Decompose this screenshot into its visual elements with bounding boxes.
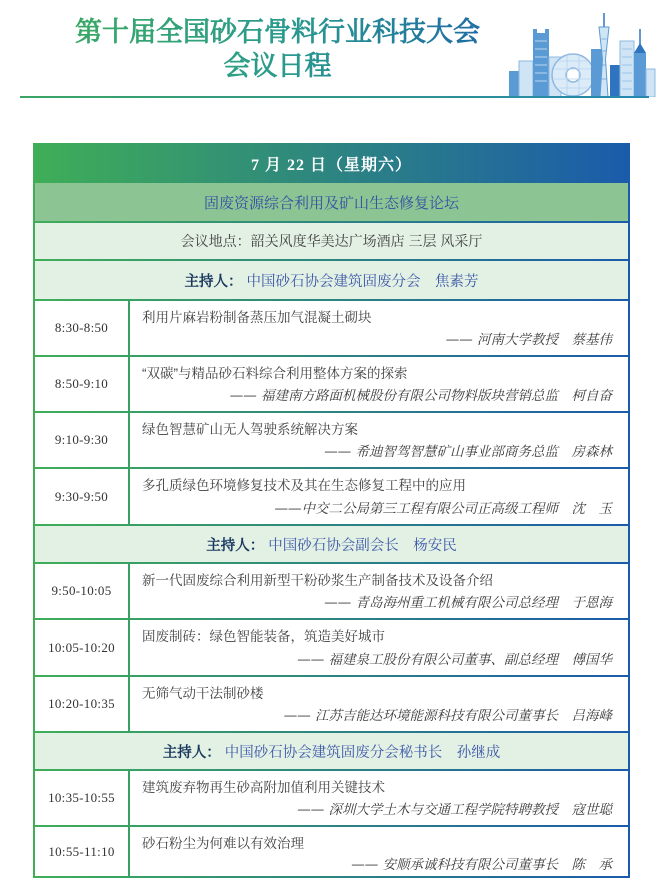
host-name: 中国砂石协会副会长 杨安民 <box>268 537 457 554</box>
session-title: 砂石粉尘为何难以有效治理 <box>142 836 304 851</box>
session-time: 10:20-10:35 <box>35 677 128 731</box>
session-time: 8:30-8:50 <box>35 301 128 355</box>
session-speaker: —— 安顺承诚科技有限公司董事长 陈 承 <box>351 857 612 874</box>
session-title: 多孔质绿色环境修复技术及其在生态修复工程中的应用 <box>142 478 466 493</box>
location-row: 会议地点：韶关风度华美达广场酒店 三层 风采厅 <box>35 223 628 259</box>
session-title: 利用片麻岩粉制备蒸压加气混凝土砌块 <box>142 310 372 325</box>
session-speaker: —— 江苏吉能达环境能源科技有限公司董事长 吕海峰 <box>283 708 612 724</box>
session-row <box>130 827 628 876</box>
session-time: 9:50-10:05 <box>35 564 128 618</box>
session-title: 新一代固废综合利用新型干粉砂浆生产制备技术及设备介绍 <box>142 573 493 588</box>
session-time: 8:50-9:10 <box>35 357 128 411</box>
page-title-line2: 会议日程 <box>223 50 332 81</box>
session-speaker: —— 希迪智驾智慧矿山事业部商务总监 房森林 <box>324 444 612 460</box>
session-speaker: —— 福建南方路面机械股份有限公司物料版块营销总监 柯自奋 <box>229 388 612 404</box>
session-time: 9:30-9:50 <box>35 469 128 524</box>
forum-title: 固废资源综合利用及矿山生态修复论坛 <box>35 183 628 221</box>
session-row <box>130 357 628 411</box>
session-row <box>130 677 628 731</box>
date-header: 7 月 22 日（星期六） <box>250 156 412 174</box>
session-time: 10:35-10:55 <box>35 771 128 825</box>
host-name: 中国砂石协会建筑固废分会 焦素芳 <box>246 273 479 290</box>
session-row <box>130 469 628 524</box>
page-title-line1: 第十届全国砂石骨料行业科技大会 <box>75 17 480 47</box>
session-row <box>130 301 628 355</box>
session-title: 无筛气动干法制砂楼 <box>142 686 264 701</box>
session-title: “双碳”与精品砂石料综合利用整体方案的探索 <box>142 366 408 381</box>
host-label: 主持人： <box>162 744 221 761</box>
session-row <box>130 620 628 675</box>
header-divider <box>20 96 649 98</box>
session-time: 9:10-9:30 <box>35 413 128 467</box>
host-row <box>35 526 628 562</box>
session-title: 建筑废弃物再生砂高附加值利用关键技术 <box>142 780 385 795</box>
page-header <box>0 0 665 130</box>
session-speaker: —— 福建泉工股份有限公司董事、副总经理 傅国华 <box>297 652 612 668</box>
session-title: 绿色智慧矿山无人驾驶系统解决方案 <box>142 422 358 437</box>
session-speaker: —— 深圳大学土木与交通工程学院特聘教授 寇世聪 <box>297 802 612 818</box>
session-speaker: ——中交二公局第三工程有限公司正高级工程师 沈 玉 <box>274 501 612 517</box>
session-title: 固废制砖：绿色智能装备，筑造美好城市 <box>142 629 385 644</box>
session-row <box>130 413 628 467</box>
session-row <box>130 564 628 618</box>
session-time: 10:05-10:20 <box>35 620 128 675</box>
host-name: 中国砂石协会建筑固废分会秘书长 孙继成 <box>224 744 501 761</box>
host-label: 主持人： <box>206 537 265 554</box>
host-label: 主持人： <box>184 273 243 290</box>
session-row <box>130 771 628 825</box>
host-row <box>35 261 628 299</box>
session-speaker: —— 河南大学教授 蔡基伟 <box>445 332 612 348</box>
host-row <box>35 733 628 769</box>
session-time: 10:55-11:10 <box>35 827 128 876</box>
session-speaker: —— 青岛海州重工机械有限公司总经理 于恩海 <box>324 595 612 611</box>
city-skyline-icon <box>507 13 657 97</box>
page-title <box>0 16 555 84</box>
schedule-table <box>33 143 630 878</box>
